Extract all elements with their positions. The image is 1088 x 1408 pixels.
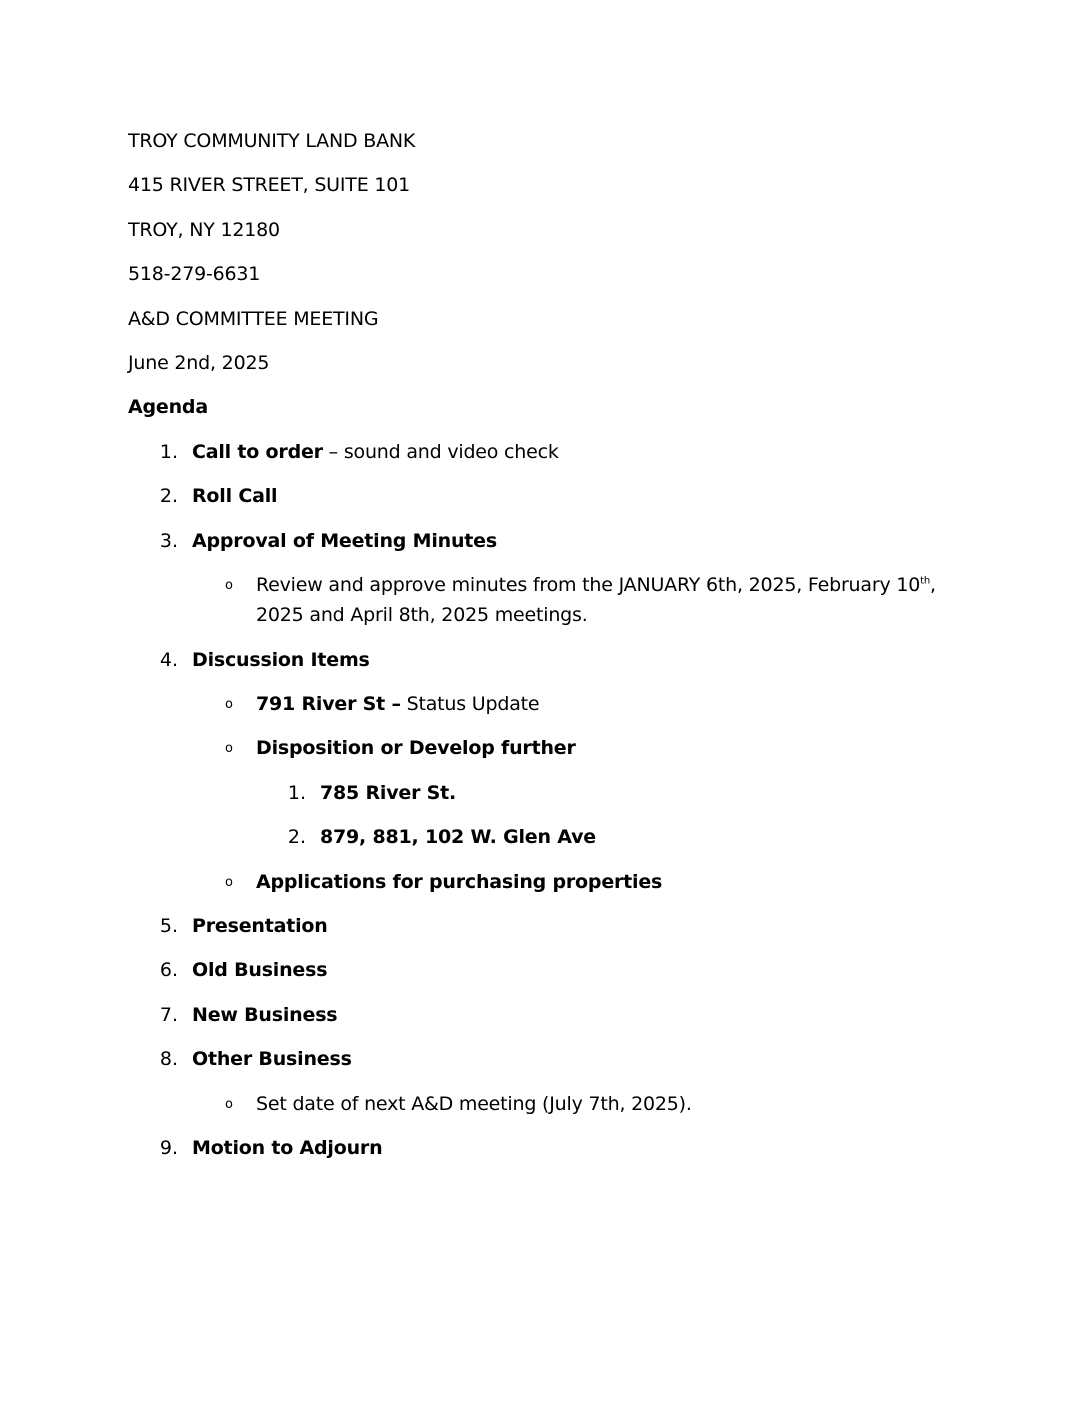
bullet-icon: o — [225, 578, 233, 593]
property-glen-ave: 879, 881, 102 W. Glen Ave — [320, 826, 596, 848]
meeting-title: A&D COMMITTEE MEETING — [128, 308, 379, 330]
bullet-icon: o — [225, 697, 233, 712]
property-785-river: 785 River St. — [320, 782, 457, 804]
agenda-item-approval-minutes: Approval of Meeting Minutes — [192, 530, 497, 552]
minutes-review-line-1: Review and approve minutes from the JANUARY 6th, 2025, February 10th, — [256, 574, 936, 596]
discussion-disposition: Disposition or Develop further — [256, 737, 576, 759]
address-line-1: 415 RIVER STREET, SUITE 101 — [128, 174, 411, 196]
agenda-item-roll-call: Roll Call — [192, 485, 278, 507]
item-number: 2. — [159, 485, 178, 507]
agenda-item-old-business: Old Business — [192, 959, 328, 981]
agenda-item-call-to-order — [192, 437, 559, 467]
item-number: 3. — [159, 530, 178, 552]
item-detail: – sound and video check — [322, 441, 559, 463]
agenda-item-adjourn: Motion to Adjourn — [192, 1137, 383, 1159]
bullet-icon: o — [225, 1097, 233, 1112]
sub-item-number: 2. — [287, 826, 306, 848]
minutes-review-line-2: 2025 and April 8th, 2025 meetings. — [256, 604, 588, 626]
item-number: 6. — [159, 959, 178, 981]
item-number: 4. — [159, 649, 178, 671]
address-line-2: TROY, NY 12180 — [128, 219, 280, 241]
agenda-item-new-business: New Business — [192, 1004, 338, 1026]
org-name: TROY COMMUNITY LAND BANK — [128, 130, 416, 152]
agenda-heading: Agenda — [128, 396, 208, 418]
item-number: 5. — [159, 915, 178, 937]
item-number: 8. — [159, 1048, 178, 1070]
agenda-item-presentation: Presentation — [192, 915, 328, 937]
item-number: 1. — [159, 441, 178, 463]
meeting-date: June 2nd, 2025 — [128, 352, 270, 374]
sub-item-number: 1. — [287, 782, 306, 804]
item-number: 9. — [159, 1137, 178, 1159]
bullet-icon: o — [225, 875, 233, 890]
agenda-item-other-business: Other Business — [192, 1048, 352, 1070]
agenda-item-discussion: Discussion Items — [192, 649, 370, 671]
bullet-icon: o — [225, 741, 233, 756]
phone-number: 518-279-6631 — [128, 263, 261, 285]
discussion-applications: Applications for purchasing properties — [256, 871, 663, 893]
item-label: Call to order — [192, 441, 323, 463]
next-meeting-date: Set date of next A&D meeting (July 7th, 2025). — [256, 1093, 692, 1115]
discussion-791-river: 791 River St – Status Update — [256, 693, 540, 715]
item-number: 7. — [159, 1004, 178, 1026]
